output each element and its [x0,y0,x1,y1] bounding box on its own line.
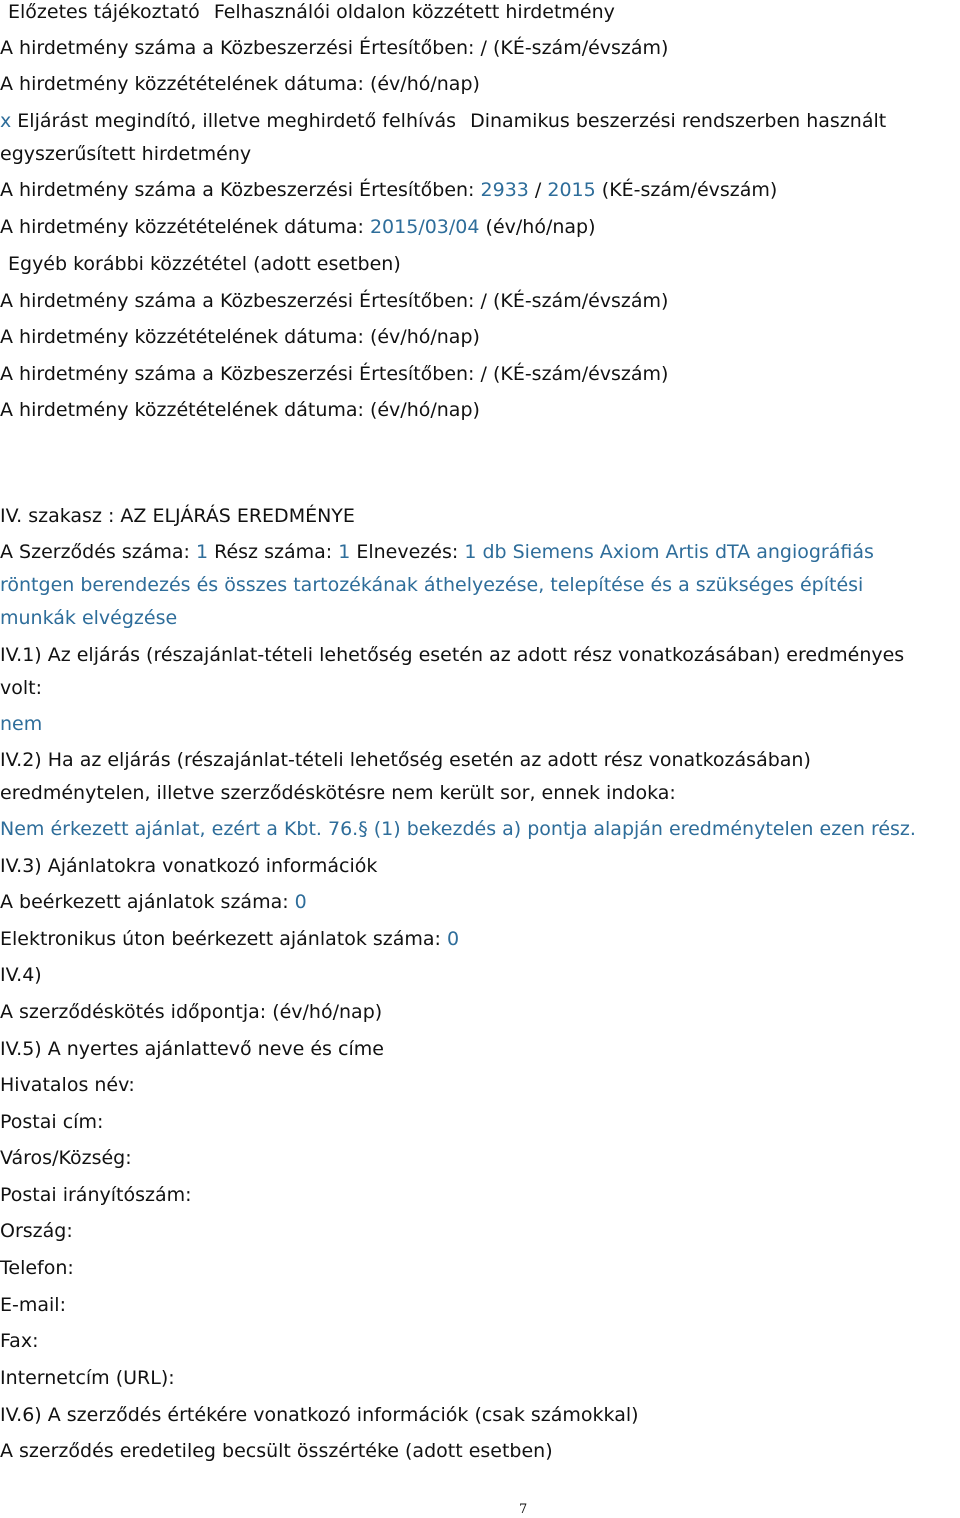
contract-name: 1 db Siemens Axiom Artis dTA angiográfiás [464,541,874,563]
notice-date-c: A hirdetmény közzétételének dátuma: (év/hó/nap) [0,326,480,348]
contract-date: A szerződéskötés időpontja: (év/hó/nap) [0,1001,383,1023]
offers-count-value: 0 [294,891,307,913]
iv1-answer: nem [0,713,43,735]
offers-count: A beérkezett ajánlatok száma: 0 [0,891,307,913]
winner-postal-address: Postai cím: [0,1111,104,1133]
winner-postal-code: Postai irányítószám: [0,1184,192,1206]
selected-mark: x [0,110,12,132]
iv3-heading: IV.3) Ajánlatokra vonatkozó információk [0,855,378,877]
iv1-question: IV.1) Az eljárás (részajánlat-tételi lehetőség esetén az adott rész vonatkozásában) eredményes [0,644,905,666]
iv1-question-cont: volt: [0,677,42,699]
prior-row-2 [0,109,886,133]
iv2-question: IV.2) Ha az eljárás (részajánlat-tételi lehetőség esetén az adott rész vonatkozásában) [0,749,811,771]
estimated-value: A szerződés eredetileg becsült összértéke (adott esetben) [0,1440,553,1462]
notice-number-a: A hirdetmény száma a Közbeszerzési Értesítőben: / (KÉ-szám/évszám) [0,37,669,59]
winner-country: Ország: [0,1220,73,1242]
contract-name-cont-1: röntgen berendezés és összes tartozékának áthelyezése, telepítése és a szükséges építési [0,574,864,596]
notice-date-b: A hirdetmény közzétételének dátuma: 2015/03/04 (év/hó/nap) [0,216,596,238]
page-number: 7 [519,1502,528,1517]
notice-year-value: 2015 [547,179,596,201]
winner-fax: Fax: [0,1330,39,1352]
iv2-answer: Nem érkezett ajánlat, ezért a Kbt. 76.§ (1) bekezdés a) pontja alapján eredménytelen ezen rész. [0,818,916,840]
winner-url: Internetcím (URL): [0,1367,175,1389]
winner-official-name: Hivatalos név: [0,1074,135,1096]
contract-line-1: A Szerződés száma: 1 Rész száma: 1 Elnevezés: 1 db Siemens Axiom Artis dTA angiográfiás [0,541,874,563]
electronic-offers-value: 0 [447,928,460,950]
iv2-question-cont: eredménytelen, illetve szerződéskötésre nem került sor, ennek indoka: [0,782,676,804]
user-page-notice-option: Felhasználói oldalon közzétett hirdetmény [213,1,615,23]
notice-number-b: A hirdetmény száma a Közbeszerzési Értesítőben: 2933 / 2015 (KÉ-szám/évszám) [0,179,778,201]
iv4-heading: IV.4) [0,964,42,986]
notice-number-value: 2933 [480,179,529,201]
notice-date-value: 2015/03/04 [369,216,480,238]
section-heading: IV. szakasz : AZ ELJÁRÁS EREDMÉNYE [0,505,355,527]
call-for-tender-option: Eljárást megindító, illetve meghirdető felhívás [17,110,457,132]
winner-city: Város/Község: [0,1147,132,1169]
other-publication-heading: Egyéb korábbi közzététel (adott esetben) [8,253,401,275]
part-number: 1 [338,541,351,563]
winner-email: E-mail: [0,1294,66,1316]
contract-name-cont-2: munkák elvégzése [0,607,178,629]
contract-number: 1 [195,541,209,563]
iv5-heading: IV.5) A nyertes ajánlattevő neve és címe [0,1038,384,1060]
notice-number-c: A hirdetmény száma a Közbeszerzési Értesítőben: / (KÉ-szám/évszám) [0,290,669,312]
winner-phone: Telefon: [0,1257,74,1279]
notice-date-a: A hirdetmény közzétételének dátuma: (év/hó/nap) [0,73,480,95]
prior-notice-option: Előzetes tájékoztató [8,1,200,23]
prior-row-1 [8,0,615,24]
notice-date-d: A hirdetmény közzétételének dátuma: (év/hó/nap) [0,399,480,421]
dynamic-purchasing-option: Dinamikus beszerzési rendszerben használt [470,110,887,132]
iv6-heading: IV.6) A szerződés értékére vonatkozó információk (csak számokkal) [0,1404,639,1426]
electronic-offers-count: Elektronikus úton beérkezett ajánlatok száma: 0 [0,928,460,950]
prior-row-2-cont: egyszerűsített hirdetmény [0,143,252,165]
notice-number-d: A hirdetmény száma a Közbeszerzési Értesítőben: / (KÉ-szám/évszám) [0,363,669,385]
